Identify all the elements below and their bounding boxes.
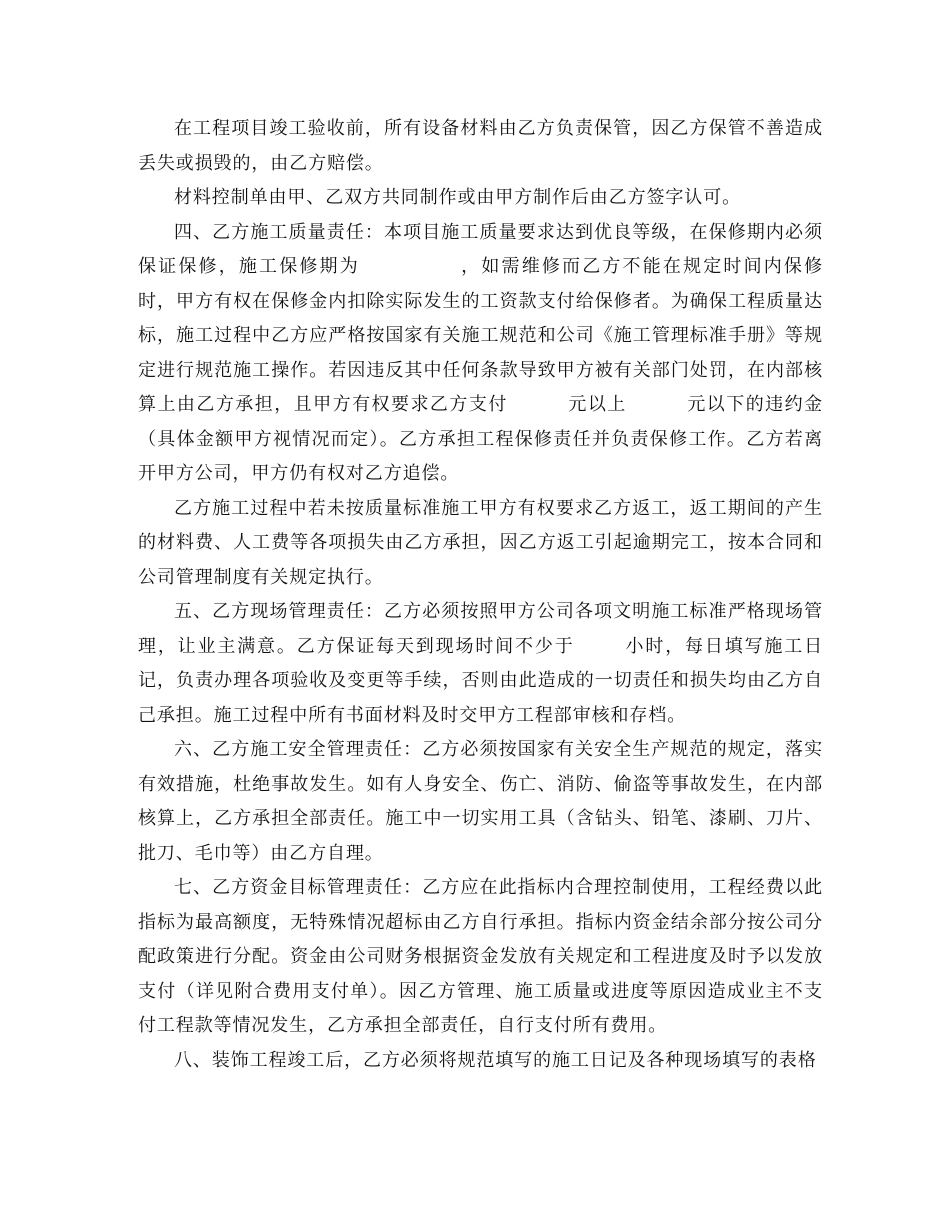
paragraph-text: ，如需维修而乙方不能在规定时间内保修时，甲方有权在保修金内扣除实际发生的工资款支付给保修者。为确保工程质量达标，施工过程中乙方应严格按国家有关施工规范和公司《施工管理标准手册》等规定进行规范施工操作。若因违反其中任何条款导致甲方被有关部门处罚，在内部核算上由乙方承担，且甲方有权要求乙方支付 <box>138 256 824 415</box>
paragraph-site-management <box>138 595 823 733</box>
paragraph-text: 小时，每日填写施工日记，负责办理各项验收及变更等手续，否则由此造成的一切责任和损失均由乙方自己承担。施工过程中所有书面材料及时交甲方工程部审核和存档。 <box>138 635 823 726</box>
paragraph-funds-management <box>138 871 823 1044</box>
paragraph-text: 五、乙方现场管理责任：乙方必须按照甲方公司各项文明施工标准严格现场管理，让业主满意。乙方保证每天到现场时间不少于 <box>138 601 823 657</box>
paragraph-safety-management <box>138 733 823 871</box>
paragraph-text: 六、乙方施工安全管理责任：乙方必须按国家有关安全生产规范的规定，落实有效措施，杜绝事故发生。如有人身安全、伤亡、消防、偷盗等事故发生，在内部核算上，乙方承担全部责任。施工中一切实用工具（含钻头、铅笔、漆刷、刀片、批刀、毛巾等）由乙方自理。 <box>138 739 823 864</box>
document-body <box>138 112 823 1078</box>
paragraph-text: 材料控制单由甲、乙双方共同制作或由甲方制作后由乙方签字认可。 <box>174 187 741 208</box>
paragraph-text: 乙方施工过程中若未按质量标准施工甲方有权要求乙方返工，返工期间的产生的材料费、人工费等各项损失由乙方承担，因乙方返工引起逾期完工，按本合同和公司管理制度有关规定执行。 <box>138 497 823 588</box>
paragraph-completion-documents <box>138 1044 823 1079</box>
paragraph-text: 元以下的违约金（具体金额甲方视情况而定）。乙方承担工程保修责任并负责保修工作。乙方若离开甲方公司，甲方仍有权对乙方追偿。 <box>138 394 823 484</box>
paragraph-quality-responsibility <box>138 216 823 492</box>
paragraph-text: 八、装饰工程竣工后，乙方必须将规范填写的施工日记及各种现场填写的表格 <box>174 1049 817 1071</box>
paragraph-material-control <box>138 181 823 216</box>
paragraph-text: 元以上 <box>567 394 627 415</box>
paragraph-text: 七、乙方资金目标管理责任：乙方应在此指标内合理控制使用，工程经费以此指标为最高额度，无特殊情况超标由乙方自行承担。指标内资金结余部分按公司分配政策进行分配。资金由公司财务根据资金发放有关规定和工程进度及时予以发放支付（详见附合费用支付单）。因乙方管理、施工质量或进度等原因造成业主不支付工程款等情况发生，乙方承担全部责任，自行支付所有费用。 <box>138 877 823 1036</box>
paragraph-text: 在工程项目竣工验收前，所有设备材料由乙方负责保管，因乙方保管不善造成丢失或损毁的，由乙方赔偿。 <box>138 118 823 174</box>
paragraph-material-custody <box>138 112 823 181</box>
paragraph-text: 四、乙方施工质量责任：本项目施工质量要求达到优良等级，在保修期内必须保证保修，施工保修期为 <box>138 221 823 277</box>
paragraph-rework <box>138 492 823 596</box>
